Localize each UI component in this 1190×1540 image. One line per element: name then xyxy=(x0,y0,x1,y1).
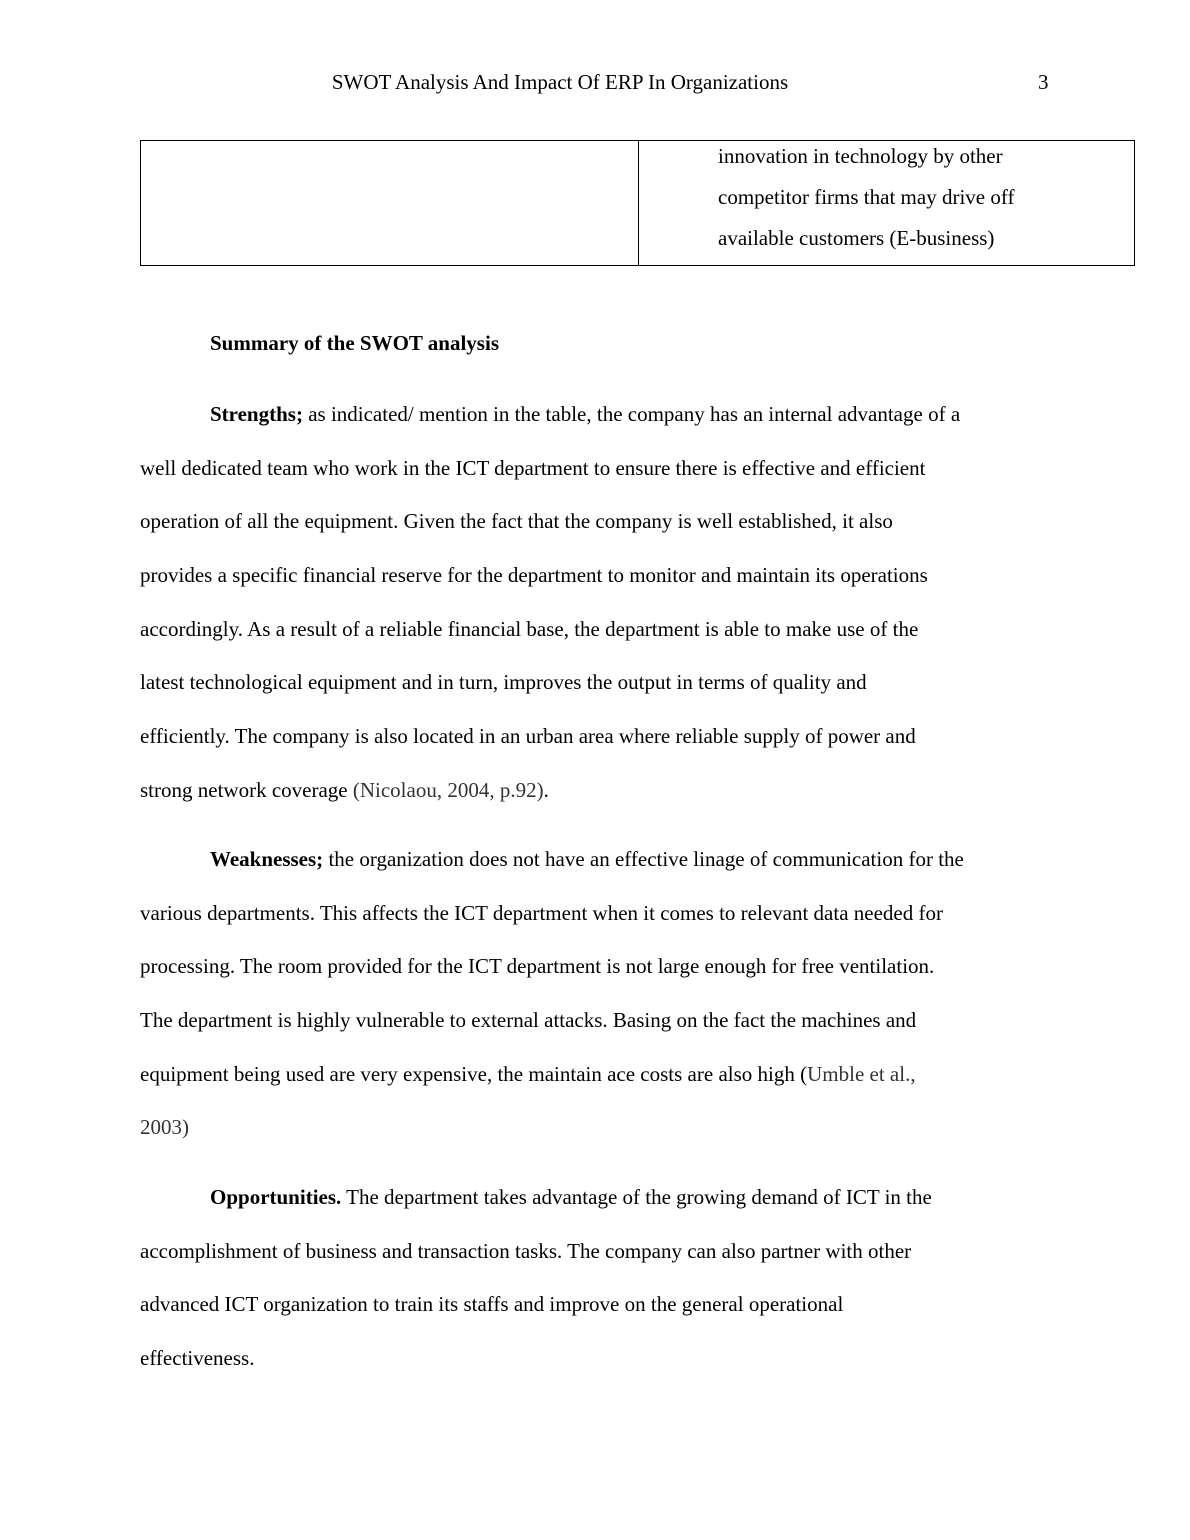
running-header-title: SWOT Analysis And Impact Of ERP In Organizations xyxy=(331,70,789,94)
paragraph-line: advanced ICT organization to train its staffs and improve on the general operational xyxy=(140,1292,844,1317)
paragraph-line: effectiveness. xyxy=(140,1346,255,1371)
table-cell-line: available customers (E-business) xyxy=(718,226,995,250)
swot-table-continuation xyxy=(140,140,1135,266)
paragraph-line: provides a specific financial reserve for the department to monitor and maintain its operations xyxy=(140,563,928,588)
paragraph-line: latest technological equipment and in turn, improves the output in terms of quality and xyxy=(140,670,867,695)
paragraph-line: the organization does not have an effective linage of communication for the xyxy=(323,847,964,871)
opportunities-paragraph xyxy=(140,1183,932,1398)
paragraph-line: operation of all the equipment. Given the fact that the company is well established, it also xyxy=(140,509,893,534)
weaknesses-paragraph xyxy=(140,845,964,1167)
paragraph-line: accordingly. As a result of a reliable financial base, the department is able to make use of the xyxy=(140,616,919,641)
opportunities-label: Opportunities. xyxy=(210,1185,342,1209)
strengths-paragraph xyxy=(140,400,960,830)
sentence-end: . xyxy=(543,777,549,802)
paragraph-line: efficiently. The company is also located in an urban area where reliable supply of power and xyxy=(140,724,916,749)
citation: 2003) xyxy=(140,1115,189,1140)
weaknesses-label: Weaknesses; xyxy=(210,847,324,871)
paragraph-line: well dedicated team who work in the ICT department to ensure there is effective and efficient xyxy=(140,455,926,480)
paragraph-line: equipment being used are very expensive, the maintain ace costs are also high ( xyxy=(140,1061,808,1086)
table-cell-line: competitor firms that may drive off xyxy=(718,185,1015,209)
page-number: 3 xyxy=(1038,70,1049,94)
paragraph-line: various departments. This affects the ICT department when it comes to relevant data needed for xyxy=(140,900,943,925)
table-cell-right xyxy=(639,141,1135,266)
section-heading: Summary of the SWOT analysis xyxy=(210,331,499,355)
paragraph-line: The department is highly vulnerable to external attacks. Basing on the fact the machines and xyxy=(140,1008,917,1033)
paragraph-line: accomplishment of business and transaction tasks. The company can also partner with other xyxy=(140,1238,912,1263)
citation: (Nicolaou, 2004, p.92) xyxy=(352,777,544,802)
paragraph-line: processing. The room provided for the ICT department is not large enough for free ventilation. xyxy=(140,954,935,979)
strengths-label: Strengths; xyxy=(210,402,303,426)
table-cell-line: innovation in technology by other xyxy=(718,144,1003,168)
citation: Umble et al., xyxy=(807,1061,916,1086)
table-cell-left xyxy=(141,141,639,266)
paragraph-line: as indicated/ mention in the table, the company has an internal advantage of a xyxy=(302,402,961,426)
paragraph-line: The department takes advantage of the growing demand of ICT in the xyxy=(341,1185,932,1209)
paragraph-line: strong network coverage xyxy=(140,777,353,802)
